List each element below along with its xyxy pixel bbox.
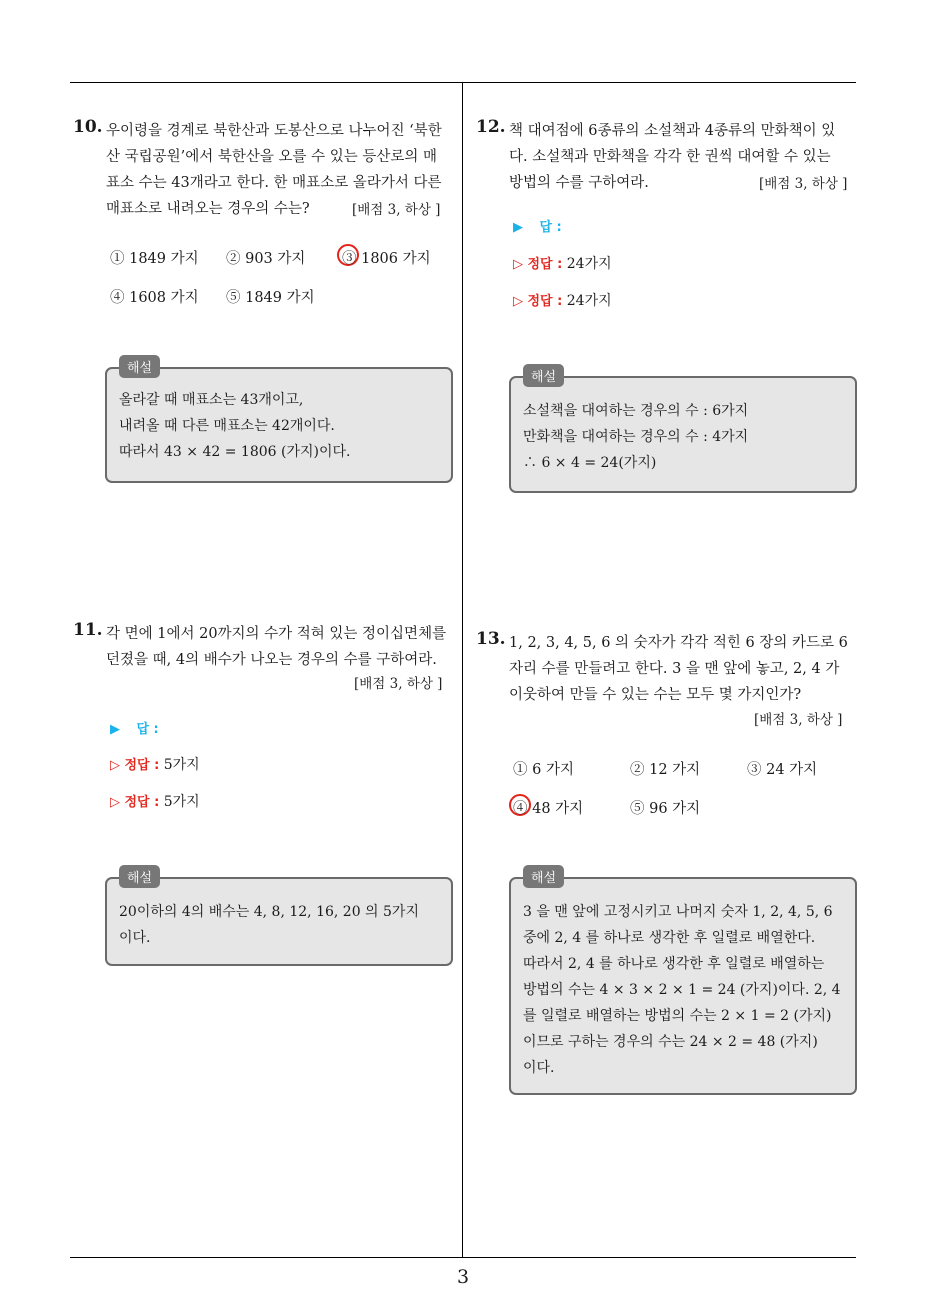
question-text-line: 방법의 수를 구하여라.	[509, 175, 649, 191]
correct-label: 정답 :	[527, 257, 563, 272]
choice-5[interactable]: ⑤ 96 가지	[630, 801, 701, 817]
question-text-line: 우이령을 경계로 북한산과 도봉산으로 나누어진 ‘북한	[106, 123, 442, 139]
explanation-box	[105, 361, 453, 483]
score-meta: [배점 3, 하상 ]	[759, 176, 848, 192]
explanation-line: 소설책을 대여하는 경우의 수 : 6가지	[523, 403, 749, 419]
correct-label: 정답 :	[527, 294, 563, 309]
correct-arrow-icon: ▷	[513, 257, 523, 272]
choice-1[interactable]: ① 1849 가지	[110, 251, 199, 267]
explanation-line: 따라서 43 × 42 = 1806 (가지)이다.	[119, 444, 351, 460]
correct-arrow-icon: ▷	[110, 758, 120, 773]
explanation-line: 이므로 구하는 경우의 수는 24 × 2 = 48 (가지)	[523, 1034, 818, 1050]
correct-value: 5가지	[163, 757, 200, 773]
explanation-tag: 해설	[119, 865, 160, 888]
explanation-box	[509, 871, 857, 1095]
explanation-line: 내려올 때 다른 매표소는 42개이다.	[119, 418, 335, 434]
answer-label: 답 :	[136, 722, 159, 737]
explanation-tag: 해설	[523, 364, 564, 387]
choice-2[interactable]: ② 903 가지	[226, 251, 306, 267]
score-meta: [배점 3, 하상 ]	[754, 712, 843, 728]
question-text-line: 표소 수는 43개라고 한다. 한 매표소로 올라가서 다른	[106, 175, 442, 191]
question-text-line: 이웃하여 만들 수 있는 수는 모두 몇 가지인가?	[509, 687, 802, 703]
score-meta: [배점 3, 하상 ]	[354, 676, 443, 692]
answer-row	[110, 718, 159, 737]
question-text-line: 던졌을 때, 4의 배수가 나오는 경우의 수를 구하여라.	[106, 652, 437, 668]
explanation-line: 이다.	[523, 1060, 555, 1076]
question-text-line: 1, 2, 3, 4, 5, 6 의 숫자가 각각 적힌 6 장의 카드로 6	[509, 635, 848, 651]
question-text-line: 각 면에 1에서 20까지의 수가 적혀 있는 정이십면체를	[106, 626, 447, 642]
choice-3[interactable]: ③ 24 가지	[747, 762, 818, 778]
correct-label: 정답 :	[124, 795, 160, 810]
top-rule	[70, 82, 856, 83]
choice-4[interactable]: ④ 1608 가지	[110, 290, 199, 306]
question-number: 11.	[73, 620, 103, 640]
answer-row	[513, 216, 562, 235]
question-text-line: 매표소로 내려오는 경우의 수는?	[106, 201, 310, 217]
explanation-line: 3 을 맨 앞에 고정시키고 나머지 숫자 1, 2, 4, 5, 6	[523, 904, 833, 920]
explanation-line: 올라갈 때 매표소는 43개이고,	[119, 392, 304, 408]
correct-answer-row	[513, 290, 612, 310]
explanation-box	[105, 871, 453, 966]
correct-answer-row	[513, 253, 612, 273]
explanation-box	[509, 370, 857, 493]
correct-value: 24가지	[566, 293, 612, 309]
explanation-line: 중에 2, 4 를 하나로 생각한 후 일렬로 배열한다.	[523, 930, 816, 946]
explanation-line: ∴ 6 × 4 = 24(가지)	[523, 455, 657, 471]
column-divider	[462, 82, 463, 1258]
question-number: 12.	[476, 117, 506, 137]
explanation-line: 방법의 수는 4 × 3 × 2 × 1 = 24 (가지)이다. 2, 4	[523, 982, 841, 998]
explanation-tag: 해설	[119, 355, 160, 378]
explanation-tag: 해설	[523, 865, 564, 888]
bottom-rule	[70, 1257, 856, 1258]
choice-2[interactable]: ② 12 가지	[630, 762, 701, 778]
explanation-line: 20이하의 4의 배수는 4, 8, 12, 16, 20 의 5가지	[119, 904, 419, 920]
question-text-line: 산 국립공원’에서 북한산을 오를 수 있는 등산로의 매	[106, 149, 438, 165]
choice-5[interactable]: ⑤ 1849 가지	[226, 290, 315, 306]
answer-arrow-icon: ▶	[513, 220, 523, 235]
explanation-line: 만화책을 대여하는 경우의 수 : 4가지	[523, 429, 749, 445]
explanation-line: 따라서 2, 4 를 하나로 생각한 후 일렬로 배열하는	[523, 956, 825, 972]
correct-arrow-icon: ▷	[110, 795, 120, 810]
correct-value: 5가지	[163, 794, 200, 810]
correct-value: 24가지	[566, 256, 612, 272]
correct-arrow-icon: ▷	[513, 294, 523, 309]
page-number: 3	[456, 1266, 470, 1288]
score-meta: [배점 3, 하상 ]	[352, 202, 441, 218]
question-text-line: 책 대여점에 6종류의 소설책과 4종류의 만화책이 있	[509, 123, 836, 139]
explanation-line: 를 일렬로 배열하는 방법의 수는 2 × 1 = 2 (가지)	[523, 1008, 832, 1024]
question-text-line: 다. 소설책과 만화책을 각각 한 권씩 대여할 수 있는	[509, 149, 831, 165]
answer-arrow-icon: ▶	[110, 722, 120, 737]
explanation-line: 이다.	[119, 930, 151, 946]
question-text-line: 자리 수를 만들려고 한다. 3 을 맨 앞에 놓고, 2, 4 가	[509, 661, 840, 677]
correct-answer-row	[110, 791, 200, 811]
answer-label: 답 :	[539, 220, 562, 235]
choice-4[interactable]: ④ 48 가지	[513, 801, 584, 817]
question-number: 10.	[73, 117, 103, 137]
choice-3[interactable]: ③ 1806 가지	[342, 251, 431, 267]
question-number: 13.	[476, 629, 506, 649]
correct-label: 정답 :	[124, 758, 160, 773]
correct-answer-row	[110, 754, 200, 774]
choice-1[interactable]: ① 6 가지	[513, 762, 574, 778]
